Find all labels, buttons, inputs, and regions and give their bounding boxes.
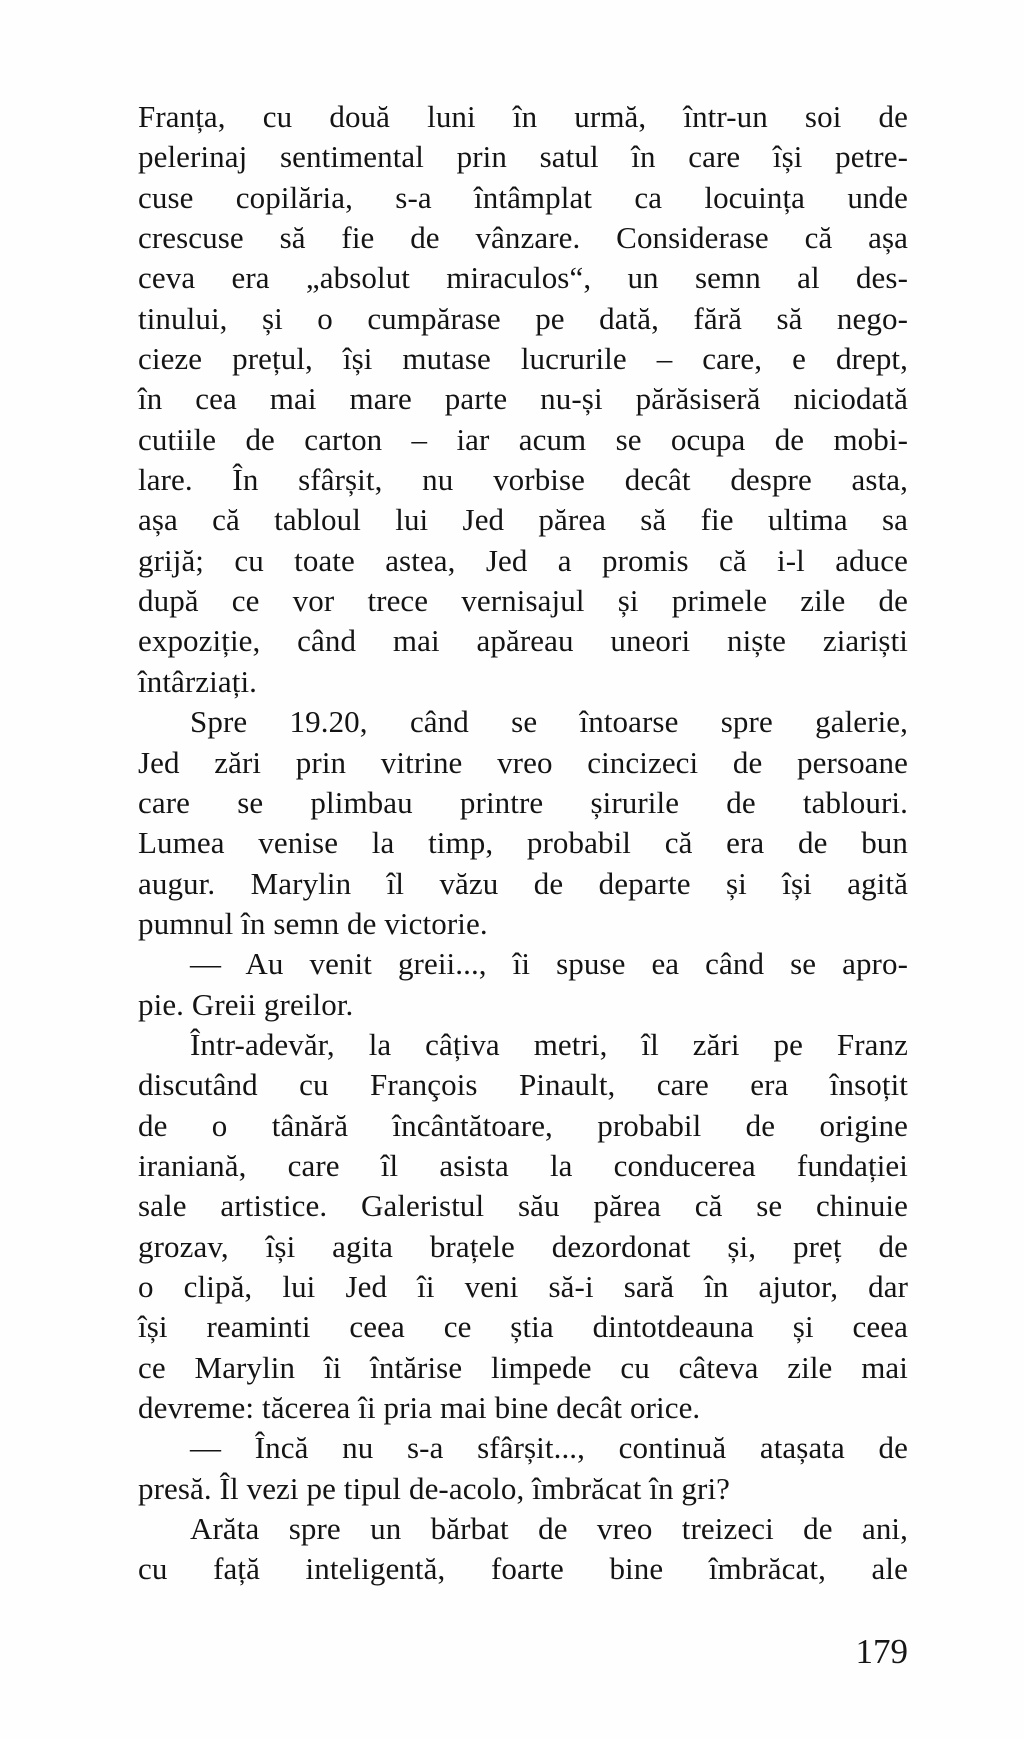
- text-line: Spre 19.20, când se întoarse spre galerie,: [190, 704, 908, 740]
- text-line: își reaminti ceea ce știa dintotdeauna și ceea: [138, 1309, 908, 1345]
- text-line: devreme: tăcerea îi pria mai bine decât orice.: [138, 1390, 701, 1425]
- text-line: sale artistice. Galeristul său părea că se chinuie: [138, 1188, 908, 1224]
- text-line: cutiile de carton – iar acum se ocupa de mobi-: [138, 421, 908, 457]
- text-line: lare. În sfârșit, nu vorbise decât despre asta,: [138, 462, 908, 498]
- text-line: Jed zări prin vitrine vreo cincizeci de persoane: [138, 744, 908, 780]
- text-block: [138, 97, 908, 1590]
- text-line: cu față inteligentă, foarte bine îmbrăcat, ale: [138, 1551, 908, 1587]
- paragraph: [138, 702, 908, 944]
- text-line: — Au venit greii..., îi spuse ea când se apro-: [190, 946, 908, 982]
- text-line: întârziați.: [138, 663, 258, 699]
- text-line: grijă; cu toate astea, Jed a promis că i-l aduce: [138, 542, 908, 578]
- paragraph: [138, 1025, 908, 1428]
- text-line: Franța, cu două luni în urmă, într-un soi de: [138, 99, 908, 134]
- text-line: o clipă, lui Jed îi veni să-i sară în ajutor, dar: [138, 1268, 908, 1304]
- text-line: — Încă nu s-a sfârșit..., continuă atașata de: [190, 1430, 908, 1466]
- text-line: crescuse să fie de vânzare. Considerase că așa: [138, 220, 908, 256]
- paragraph: [138, 97, 908, 702]
- text-line: care se plimbau printre șirurile de tablouri.: [138, 784, 908, 820]
- text-line: Într-adevăr, la câțiva metri, îl zări pe Franz: [190, 1026, 908, 1062]
- text-line: de o tânără încântătoare, probabil de origine: [138, 1107, 908, 1143]
- paragraph: [138, 944, 908, 1025]
- text-line: ce Marylin îi întărise limpede cu câteva zile mai: [138, 1349, 908, 1385]
- text-line: cuse copilăria, s-a întâmplat ca locuința unde: [138, 179, 908, 215]
- text-line: expoziție, când mai apăreau uneori niște ziariști: [138, 623, 908, 659]
- text-line: pumnul în semn de victorie.: [138, 905, 488, 941]
- text-line: Lumea venise la timp, probabil că era de bun: [138, 825, 908, 861]
- text-line: așa că tabloul lui Jed părea să fie ultima sa: [138, 502, 908, 538]
- text-line: augur. Marylin îl văzu de departe și își agită: [138, 865, 908, 901]
- text-line: iraniană, care îl asista la conducerea fundației: [138, 1147, 908, 1183]
- text-line: tinului, și o cumpărase pe dată, fără să nego-: [138, 300, 908, 336]
- text-line: pelerinaj sentimental prin satul în care își petre-: [138, 139, 908, 175]
- text-line: discutând cu François Pinault, care era însoțit: [138, 1067, 908, 1103]
- paragraph: [138, 1428, 908, 1509]
- page-number: 179: [855, 1632, 908, 1671]
- text-line: grozav, își agita brațele dezordonat și, preț de: [138, 1228, 908, 1264]
- text-line: ceva era „absolut miraculos“, un semn al des-: [138, 260, 908, 296]
- paragraph: [138, 1509, 908, 1590]
- text-line: presă. Îl vezi pe tipul de-acolo, îmbrăcat în gri?: [138, 1470, 731, 1506]
- text-line: după ce vor trece vernisajul și primele zile de: [138, 583, 908, 619]
- text-line: în cea mai mare parte nu-și părăsiseră niciodată: [138, 381, 908, 417]
- text-line: pie. Greii greilor.: [138, 986, 354, 1022]
- text-line: Arăta spre un bărbat de vreo treizeci de ani,: [190, 1511, 908, 1547]
- text-line: cieze prețul, își mutase lucrurile – care, e drept,: [138, 341, 908, 377]
